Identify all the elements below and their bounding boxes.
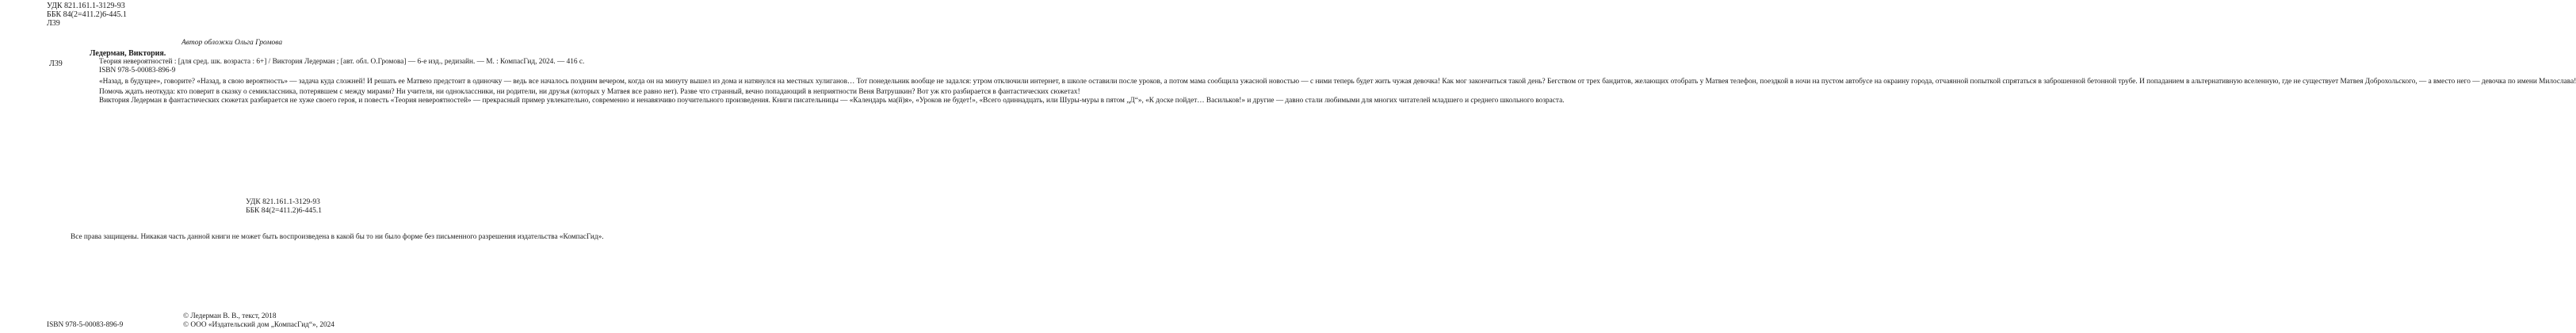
record-author: Ледерман, Виктория.: [90, 49, 166, 58]
rights-text: Все права защищены. Никакая часть данной книги не может быть воспроизведена в какой бы то ни было форме без письменного разрешения издательства «КомпасГид».: [71, 233, 604, 241]
top-classification-codes: [47, 2, 127, 28]
record-isbn: ISBN 978-5-00083-896-9: [99, 67, 176, 75]
rights-notice: [71, 233, 604, 242]
bibliographic-record: [90, 49, 2576, 105]
bbk-code: ББК 84(2=411.2)6-445.1: [47, 10, 127, 19]
isbn-bottom: ISBN 978-5-00083-896-9: [47, 321, 124, 329]
annotation-paragraph-2: Помочь ждать неоткуда: кто поверит в сказку о семиклассника, потерявшем с между мирами? Ни учителя, ни одноклассники, ни родители, ни друзья (которых у Матвея все равно нет). Разве что странный, вечно попадающий в неприятности Веня Ватрушкин? Вот уж кто разбирается в фантастических сюжетах!: [99, 87, 1080, 96]
annotation-paragraph-3: Виктория Ледерман в фантастических сюжетах разбирается не хуже своего героя, и повесть «Теория невероятностей» — прекрасный пример увлекательно, современно и ненавязчиво поучительного произведения. Книги писательницы — «Календарь ма(й)я», «Уроков не будет!», «Всего одиннадцать, или Шуры-муры в пятом „Д“», «К доске пойдет… Васильков!» и другие — давно стали любимыми для многих читателей младшего и среднего школьного возраста.: [99, 97, 1565, 105]
bottom-classification-codes: [246, 198, 322, 216]
bbk-code-bottom: ББК 84(2=411.2)6-445.1: [246, 207, 322, 215]
udk-code: УДК 821.161.1-3129-93: [47, 2, 125, 10]
author-sign: Л39: [47, 19, 60, 28]
record-description: Теория невероятностей : [для сред. шк. возраста : 6+] / Виктория Ледерман ; [авт. обл. О.Громова] — 6-е изд., редизайн. — М. : КомпасГид, 2024. — 416 с.: [99, 58, 585, 67]
annotation-paragraph-1: «Назад, в будущее», говорите? «Назад, в свою вероятность» — задача куда сложней! И решать ее Матвею предстоит в одиночку — ведь все началось поздним вечером, когда он на минуту вышел из дома и натянулся на местных хулиганов… Тот понедельник вообще не задался: утром отключили интернет, в школе оставили после уроков, а потом мама сообщила ужасной новостью — с ними теперь будет жить чужая девочка! Как мог закончиться такой день? Бегством от трех бандитов, желающих отобрать у Матвея телефон, поездкой в ночи на пустом автобусе на окраину города, отчаянной попыткой спрятаться в заброшенной бетонной трубе. И попаданием в альтернативную вселенную, где не существует Матвея Доброхольского, — а вместо него — девочка по имени Милослава!: [99, 77, 2576, 86]
udk-code-bottom: УДК 821.161.1-3129-93: [246, 198, 320, 206]
side-author-sign: Л39: [49, 59, 63, 68]
copyright-publisher: © ООО «Издательский дом „КомпасГид“», 2024: [183, 321, 334, 329]
copyright-block: [183, 312, 334, 330]
copyright-author: © Ледерман В. В., текст, 2018: [183, 312, 277, 320]
cover-credit: Автор обложки Ольга Громова: [182, 39, 283, 47]
